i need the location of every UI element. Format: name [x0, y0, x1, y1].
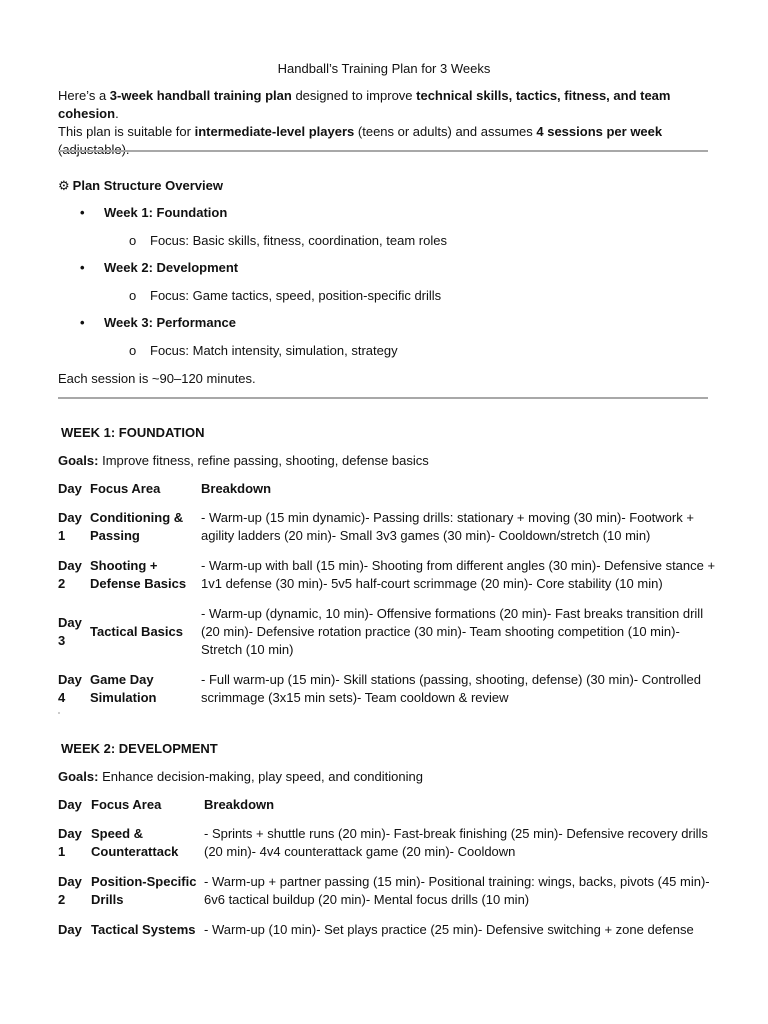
- overview-week-3-focus: o Focus: Match intensity, simulation, strategy: [150, 343, 398, 358]
- intro-text: This plan is suitable for: [58, 124, 195, 139]
- intro-text: Here’s a: [58, 88, 110, 103]
- day-cell: Day 4: [58, 672, 82, 705]
- focus-cell: Position-Specific Drills: [91, 874, 197, 907]
- gear-icon: ⚙: [58, 178, 70, 193]
- intro-text: (adjustable).: [58, 142, 130, 157]
- day-cell: Day 3: [58, 615, 82, 648]
- breakdown-cell: - Warm-up + partner passing (15 min)- Positional training: wings, backs, pivots (45 min)- 6v6 tactical buildup (20 min)- Mental focus drills (10 min): [204, 874, 710, 907]
- session-note: Each session is ~90–120 minutes.: [58, 371, 256, 386]
- breakdown-cell: - Warm-up (10 min)- Set plays practice (25 min)- Defensive switching + zone defense: [204, 922, 694, 937]
- table-row: [58, 665, 718, 713]
- page-title: Handball’s Training Plan for 3 Weeks: [277, 61, 491, 76]
- focus-cell: Shooting + Defense Basics: [90, 558, 187, 591]
- stray-mark: [58, 712, 60, 714]
- intro-bold: 4 sessions per week: [536, 124, 663, 139]
- table-row: [58, 915, 718, 945]
- week-2-goals: [58, 769, 423, 784]
- overview-week-2: • Week 2: Development: [104, 260, 238, 275]
- column-header-day: Day: [58, 480, 82, 496]
- intro-bold: intermediate-level players: [194, 124, 355, 139]
- day-cell: Day 2: [58, 558, 82, 591]
- column-header-focus: Focus Area: [91, 796, 162, 812]
- week-1-goals: [58, 453, 429, 468]
- week-1-table: [58, 474, 718, 713]
- column-header-breakdown: Breakdown: [201, 480, 272, 496]
- overview-week-1: • Week 1: Foundation: [104, 205, 227, 220]
- goals-text: Improve fitness, refine passing, shooting, defense basics: [98, 453, 429, 468]
- column-header-day: Day: [58, 796, 82, 812]
- intro-text: (teens or adults) and assumes: [354, 124, 537, 139]
- goals-label: Goals:: [58, 453, 99, 468]
- overview-heading: [58, 178, 223, 194]
- column-header-breakdown: Breakdown: [204, 796, 275, 812]
- table-row: [58, 551, 718, 599]
- week-1-heading: WEEK 1: FOUNDATION: [61, 425, 205, 440]
- week-2-heading: WEEK 2: DEVELOPMENT: [61, 741, 218, 756]
- overview-week-1-focus: o Focus: Basic skills, fitness, coordination, team roles: [150, 233, 447, 248]
- goals-label: Goals:: [58, 769, 99, 784]
- focus-cell: Game Day Simulation: [90, 672, 157, 705]
- intro-paragraph: [58, 87, 718, 159]
- table-header-row: [58, 790, 718, 819]
- day-cell: Day: [58, 922, 82, 937]
- breakdown-cell: - Warm-up (dynamic, 10 min)- Offensive formations (20 min)- Fast breaks transition drill (20 min)- Defensive rotation practice (30 min)- Team shooting competition (10 min)- Stretch (10 min): [201, 606, 704, 657]
- intro-bold: technical skills, tactics, fitness, and team cohesion: [58, 88, 671, 121]
- overview-heading-text: Plan Structure Overview: [72, 178, 223, 193]
- breakdown-cell: - Sprints + shuttle runs (20 min)- Fast-break finishing (25 min)- Defensive recovery drills (20 min)- 4v4 counterattack game (20 min)- Cooldown: [204, 826, 708, 859]
- overview-week-2-focus: o Focus: Game tactics, speed, position-specific drills: [150, 288, 441, 303]
- goals-text: Enhance decision-making, play speed, and conditioning: [98, 769, 423, 784]
- breakdown-cell: - Warm-up (15 min dynamic)- Passing drills: stationary + moving (30 min)- Footwork + agility ladders (20 min)- Small 3v3 games (30 min)- Cooldown/stretch (10 min): [201, 510, 694, 543]
- focus-cell: Tactical Systems: [91, 922, 196, 937]
- intro-text: designed to improve: [291, 88, 417, 103]
- table-row: [58, 503, 718, 551]
- breakdown-cell: - Full warm-up (15 min)- Skill stations (passing, shooting, defense) (30 min)- Controlled scrimmage (3x15 min sets)- Team cooldown & review: [201, 672, 701, 705]
- horizontal-divider: [58, 150, 708, 152]
- focus-cell: Tactical Basics: [90, 624, 183, 639]
- breakdown-cell: - Warm-up with ball (15 min)- Shooting from different angles (30 min)- Defensive stance + 1v1 defense (30 min)- 5v5 half-court scrimmage (20 min)- Core stability (10 min): [201, 558, 716, 591]
- week-2-table: [58, 790, 718, 945]
- day-cell: Day 2: [58, 874, 82, 907]
- table-row: [58, 819, 718, 867]
- table-row: [58, 599, 718, 665]
- table-header-row: [58, 474, 718, 503]
- focus-cell: Speed & Counterattack: [91, 826, 179, 859]
- focus-cell: Conditioning & Passing: [90, 510, 184, 543]
- intro-bold: 3-week handball training plan: [109, 88, 292, 103]
- table-row: [58, 867, 718, 915]
- day-cell: Day 1: [58, 510, 82, 543]
- day-cell: Day 1: [58, 826, 82, 859]
- horizontal-divider: [58, 397, 708, 399]
- intro-text: .: [115, 106, 119, 121]
- overview-week-3: • Week 3: Performance: [104, 315, 236, 330]
- column-header-focus: Focus Area: [90, 480, 161, 496]
